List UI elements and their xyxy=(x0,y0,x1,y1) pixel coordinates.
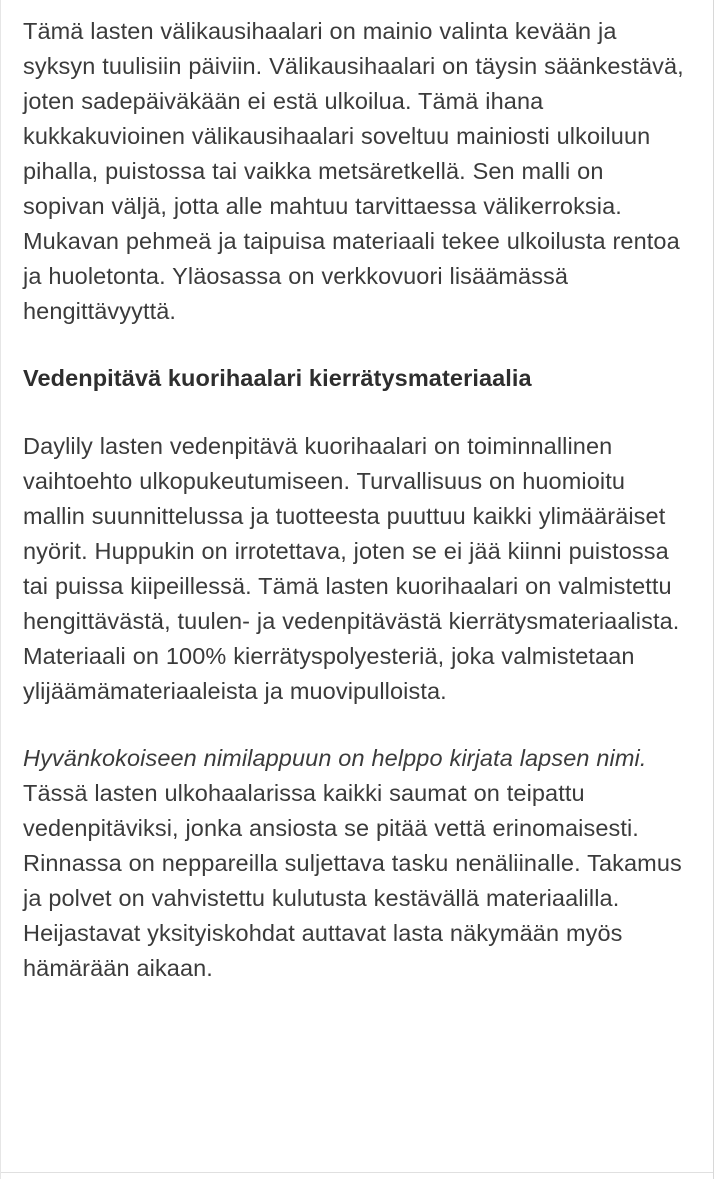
right-edge-divider xyxy=(713,0,714,1179)
bottom-edge-divider xyxy=(1,1172,713,1173)
italic-name-tag-sentence: Hyvänkokoiseen nimilappuun on helppo kirjata lapsen nimi. xyxy=(23,745,647,771)
paragraph-shell-details: Daylily lasten vedenpitävä kuorihaalari on toiminnallinen vaihtoehto ulkopukeutumiseen. Turvallisuus on huomioitu mallin suunnittelussa ja tuotteesta puuttuu kaikki ylimääräiset nyörit. Huppukin on irrotettava, joten se ei jää kiinni puistossa tai puissa kiipeillessä. Tämä lasten kuorihaalari on valmistettu hengittävästä, tuulen- ja vedenpitävästä kierrätysmateriaalista. Materiaali on 100% kierrätyspolyesteriä, joka valmistetaan ylijäämämateriaaleista ja muovipulloista. xyxy=(23,433,680,704)
section-heading-waterproof-shell: Vedenpitävä kuorihaalari kierrätysmateriaalia xyxy=(23,365,532,391)
description-content xyxy=(1,0,713,986)
paragraph-intro: Tämä lasten välikausihaalari on mainio valinta kevään ja syksyn tuulisiin päiviin. Välikausihaalari on täysin säänkestävä, joten sadepäiväkään ei estä ulkoilua. Tämä ihana kukkakuvioinen välikausihaalari soveltuu mainiosti ulkoiluun pihalla, puistossa tai vaikka metsäretkellä. Sen malli on sopivan väljä, jotta alle mahtuu tarvittaessa välikerroksia. Mukavan pehmeä ja taipuisa materiaali tekee ulkoilusta rentoa ja huoletonta. Yläosassa on verkkovuori lisäämässä hengittävyyttä. xyxy=(23,18,684,324)
paragraph-features xyxy=(23,741,691,986)
paragraph-features-rest: Tässä lasten ulkohaalarissa kaikki saumat on teipattu vedenpitäviksi, jonka ansiosta se pitää vettä erinomaisesti. Rinnassa on neppareilla suljettava tasku nenäliinalle. Takamus ja polvet on vahvistettu kulutusta kestävällä materiaalilla. Heijastavat yksityiskohdat auttavat lasta näkymään myös hämärään aikaan. xyxy=(23,780,682,981)
